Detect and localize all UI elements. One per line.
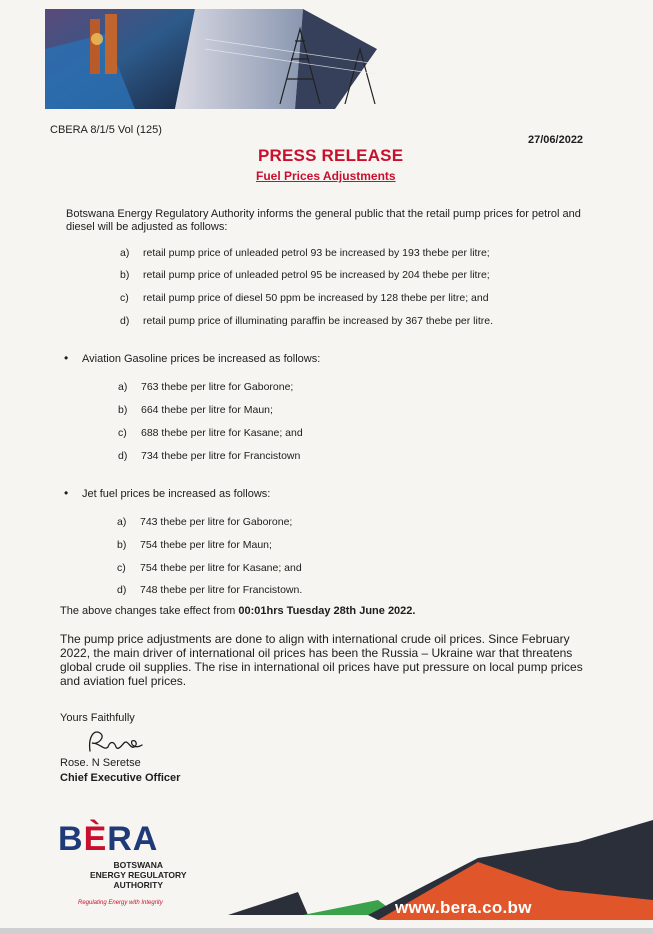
list-text: 743 thebe per litre for Gaborone; <box>140 516 293 528</box>
bottom-edge <box>0 928 653 934</box>
list-letter: a) <box>118 381 128 393</box>
signature-image <box>84 725 154 757</box>
list-item <box>120 315 493 327</box>
list-text: 754 thebe per litre for Maun; <box>140 539 272 551</box>
explanation-paragraph: The pump price adjustments are done to align with international crude oil prices. Since February 2022, the main driver of international oil prices has been the Russia – Ukraine war that threatens global crude oil supplies. The rise in international oil prices have put pressure on local pump prices and aviation fuel prices. <box>60 632 583 688</box>
list-letter: b) <box>120 269 130 281</box>
list-text: retail pump price of unleaded petrol 95 be increased by 204 thebe per litre; <box>143 269 490 281</box>
bera-logo <box>58 820 198 910</box>
list-text: retail pump price of diesel 50 ppm be increased by 128 thebe per litre; and <box>143 292 489 304</box>
effective-prefix: The above changes take effect from <box>60 605 239 617</box>
effective-date-statement <box>60 605 415 617</box>
jet-fuel-heading: • Jet fuel prices be increased as follows: <box>64 486 271 500</box>
website-link[interactable]: www.bera.co.bw <box>395 898 532 917</box>
logo-subtitle: BOTSWANA ENERGY REGULATORY AUTHORITY <box>90 860 187 890</box>
list-item <box>117 562 302 574</box>
list-letter: d) <box>120 315 130 327</box>
list-letter: c) <box>120 292 129 304</box>
list-text: 664 thebe per litre for Maun; <box>141 404 273 416</box>
effective-datetime: 00:01hrs Tuesday 28th June 2022. <box>238 605 416 617</box>
page-subtitle: Fuel Prices Adjustments <box>256 169 396 183</box>
list-item <box>118 450 300 462</box>
list-text: 748 thebe per litre for Francistown. <box>140 584 303 596</box>
list-item <box>120 247 490 259</box>
aviation-heading-text: Aviation Gasoline prices be increased as follows: <box>82 353 321 365</box>
header-banner-image <box>45 9 377 109</box>
list-item <box>117 539 272 551</box>
list-letter: a) <box>117 516 127 528</box>
list-text: retail pump price of illuminating paraffin be increased by 367 thebe per litre. <box>143 315 494 327</box>
list-text: 734 thebe per litre for Francistown <box>141 450 301 462</box>
list-item <box>117 516 292 528</box>
list-letter: c) <box>117 562 126 574</box>
aviation-heading: • Aviation Gasoline prices be increased as follows: <box>64 351 321 365</box>
list-letter: b) <box>118 404 128 416</box>
reference-number: CBERA 8/1/5 Vol (125) <box>50 124 162 136</box>
release-date: 27/06/2022 <box>528 134 584 146</box>
intro-paragraph: Botswana Energy Regulatory Authority informs the general public that the retail pump prices for petrol and diesel will be adjusted as follows: <box>66 208 581 233</box>
list-item <box>120 292 489 304</box>
list-text: 754 thebe per litre for Kasane; and <box>140 562 302 574</box>
closing-salutation: Yours Faithfully <box>60 712 135 724</box>
list-letter: b) <box>117 539 127 551</box>
list-text: retail pump price of unleaded petrol 93 be increased by 193 thebe per litre; <box>143 247 490 259</box>
signatory-name: Rose. N Seretse <box>60 757 141 769</box>
list-letter: c) <box>118 427 127 439</box>
list-item <box>118 427 303 439</box>
page-title: PRESS RELEASE <box>258 146 404 165</box>
signatory-title: Chief Executive Officer <box>60 772 181 784</box>
jet-fuel-heading-text: Jet fuel prices be increased as follows: <box>82 488 271 500</box>
list-text: 763 thebe per litre for Gaborone; <box>141 381 294 393</box>
list-text: 688 thebe per litre for Kasane; and <box>141 427 303 439</box>
list-letter: a) <box>120 247 130 259</box>
logo-wordmark: BÈRA <box>58 820 159 858</box>
list-item <box>118 404 273 416</box>
list-item <box>120 269 490 281</box>
list-item <box>117 584 302 596</box>
logo-tagline: Regulating Energy with Integrity <box>78 900 163 906</box>
list-letter: d) <box>117 584 127 596</box>
list-item <box>118 381 293 393</box>
list-letter: d) <box>118 450 128 462</box>
